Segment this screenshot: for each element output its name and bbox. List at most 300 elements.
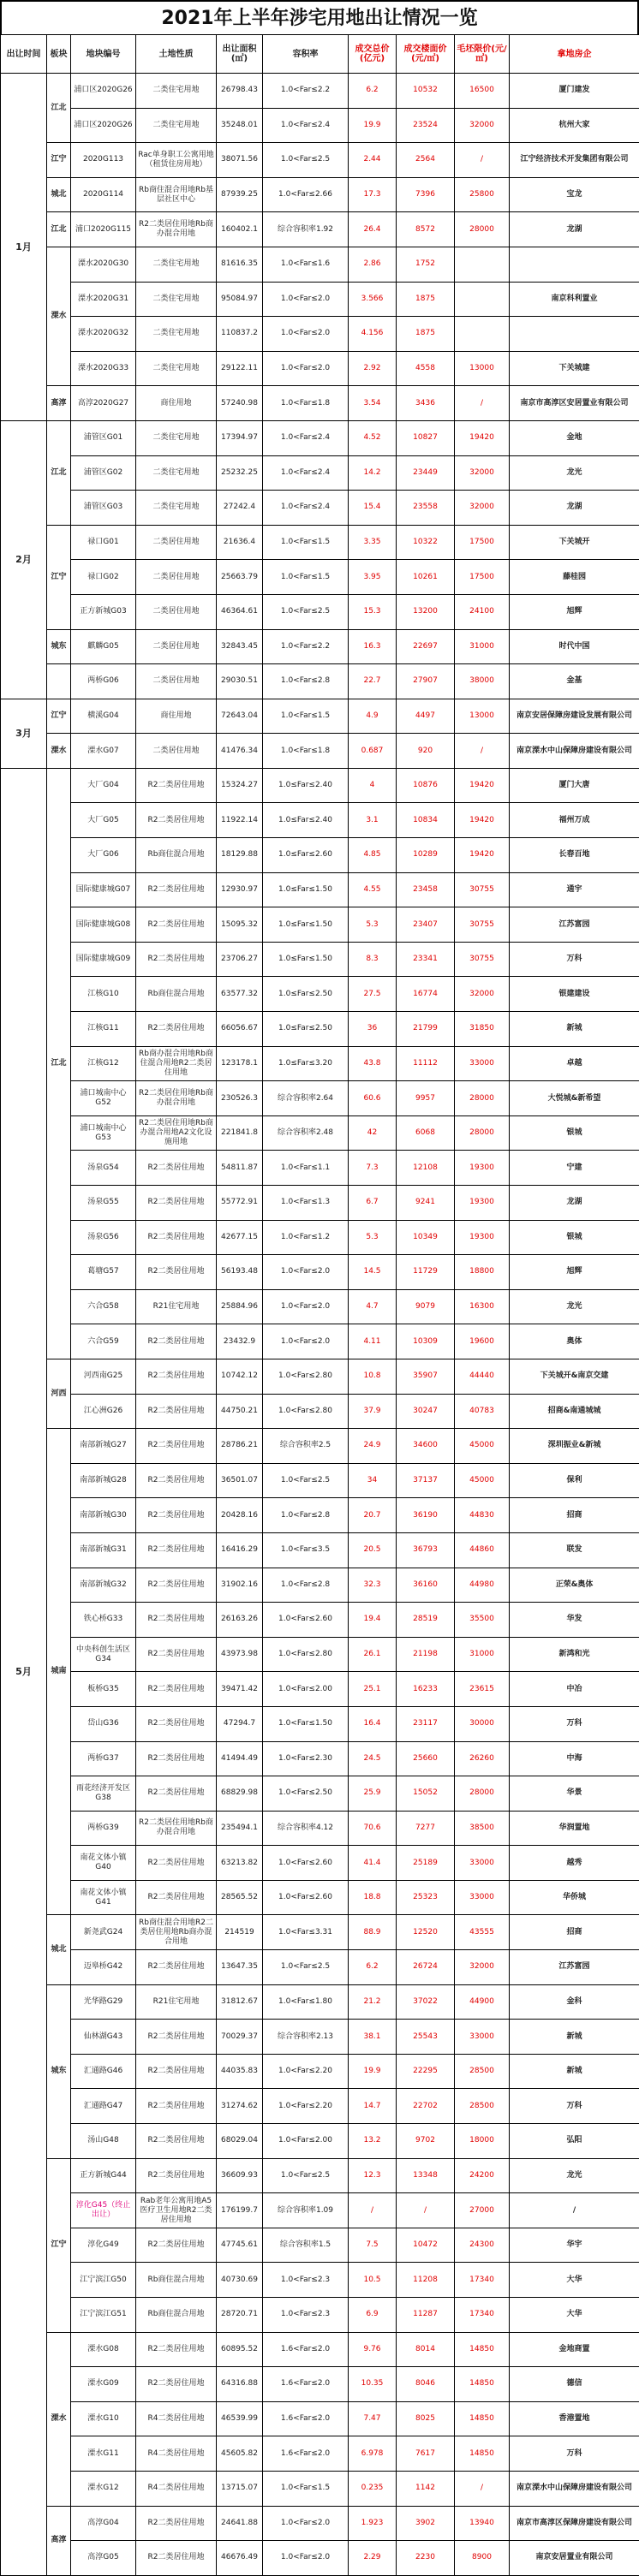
developer-cell: 南京科利置业: [510, 282, 639, 317]
table-row: [1, 2506, 639, 2541]
price-cap-cell: 33000: [455, 1046, 510, 1081]
developer-cell: 银建建设: [510, 977, 639, 1012]
land-code-cell: 溧水2020G32: [71, 317, 136, 352]
land-nature-cell: R2二类居住用地: [136, 1672, 217, 1707]
land-code-cell: 2020G114: [71, 177, 136, 212]
price-cap-cell: 14850: [455, 2401, 510, 2436]
land-nature-cell: R2二类居住用地: [136, 907, 217, 943]
land-nature-cell: R2二类居住用地: [136, 2020, 217, 2055]
price-cap-cell: 32000: [455, 108, 510, 143]
price-cap-cell: 23615: [455, 1672, 510, 1707]
land-code-cell: 南花文体小镇G40: [71, 1846, 136, 1881]
table-row: [1, 1463, 639, 1498]
land-size-cell: 123178.1: [217, 1046, 263, 1081]
developer-cell: 正荣&奥体: [510, 1568, 639, 1603]
header-total: 成交总价(亿元): [349, 35, 397, 74]
land-size-cell: 25884.96: [217, 1289, 263, 1324]
developer-cell: 宝龙: [510, 177, 639, 212]
land-nature-cell: R2二类居住用地: [136, 1498, 217, 1533]
total-price-cell: 0.235: [349, 2471, 397, 2506]
floor-price-cell: 23407: [397, 907, 455, 943]
floor-price-cell: 25323: [397, 1880, 455, 1915]
far-value-cell: 1.0<Far≤3.31: [263, 1915, 349, 1950]
floor-price-cell: 25189: [397, 1846, 455, 1881]
table-row: [1, 1672, 639, 1707]
floor-price-cell: 11287: [397, 2298, 455, 2333]
total-price-cell: 12.3: [349, 2158, 397, 2193]
land-code-cell: 浦管区G03: [71, 491, 136, 526]
land-code-cell: 南花文体小镇G41: [71, 1880, 136, 1915]
table-row: [1, 1012, 639, 1047]
table-row: [1, 768, 639, 803]
floor-price-cell: 36190: [397, 1498, 455, 1533]
far-value-cell: 1.0<Far≤2.3: [263, 2263, 349, 2298]
total-price-cell: 2.86: [349, 247, 397, 282]
table-row: [1, 1568, 639, 1603]
table-row: [1, 143, 639, 178]
land-nature-cell: R2二类居住用地: [136, 1568, 217, 1603]
header-code: 地块编号: [71, 35, 136, 74]
land-nature-cell: R2二类居住用地: [136, 803, 217, 838]
land-nature-cell: R2二类居住用地: [136, 1012, 217, 1047]
table-row: [1, 594, 639, 629]
land-size-cell: 36501.07: [217, 1463, 263, 1498]
far-value-cell: 综合容积率2.13: [263, 2020, 349, 2055]
price-cap-cell: 30755: [455, 907, 510, 943]
floor-price-cell: 10472: [397, 2228, 455, 2263]
land-code-cell: 麒麟G05: [71, 629, 136, 664]
total-price-cell: 7.47: [349, 2401, 397, 2436]
total-price-cell: 19.9: [349, 108, 397, 143]
developer-cell: 大悦城&新希望: [510, 1081, 639, 1116]
far-value-cell: 1.0<Far≤2.4: [263, 420, 349, 455]
far-value-cell: 1.0<Far≤2.3: [263, 2298, 349, 2333]
price-cap-cell: 28000: [455, 1776, 510, 1812]
far-value-cell: 1.0<Far≤2.8: [263, 1498, 349, 1533]
developer-cell: 金地: [510, 420, 639, 455]
total-price-cell: 14.2: [349, 455, 397, 491]
floor-price-cell: 22697: [397, 629, 455, 664]
table-row: [1, 1915, 639, 1950]
price-cap-cell: 24300: [455, 2228, 510, 2263]
price-cap-cell: 14850: [455, 2367, 510, 2402]
total-price-cell: 34: [349, 1463, 397, 1498]
far-value-cell: 1.0<Far≤1.8: [263, 386, 349, 421]
land-nature-cell: R2二类居住用地: [136, 1324, 217, 1359]
table-row: [1, 2298, 639, 2333]
far-value-cell: 综合容积率2.64: [263, 1081, 349, 1116]
land-nature-cell: R2二类居住用地: [136, 1637, 217, 1672]
total-price-cell: 4: [349, 768, 397, 803]
land-size-cell: 46676.49: [217, 2541, 263, 2576]
land-code-cell: 南部新城G27: [71, 1429, 136, 1464]
land-nature-cell: R2二类居住用地Rb商办混合用地: [136, 1081, 217, 1116]
far-value-cell: 1.0<Far≤3.5: [263, 1532, 349, 1568]
far-value-cell: 1.0<Far≤1.5: [263, 560, 349, 595]
land-nature-cell: R2二类居住用地: [136, 1950, 217, 1985]
developer-cell: 龙光: [510, 455, 639, 491]
land-nature-cell: R2二类居住用地Rb商办混合用地A2文化设施用地: [136, 1115, 217, 1151]
area-cell: 城东: [47, 629, 71, 664]
land-size-cell: 12930.97: [217, 872, 263, 907]
table-row: [1, 2089, 639, 2124]
floor-price-cell: 22702: [397, 2089, 455, 2124]
land-size-cell: 110837.2: [217, 317, 263, 352]
land-size-cell: 64316.88: [217, 2367, 263, 2402]
far-value-cell: 1.0<Far≤2.4: [263, 108, 349, 143]
total-price-cell: 0.687: [349, 734, 397, 769]
developer-cell: [510, 247, 639, 282]
total-price-cell: 15.3: [349, 594, 397, 629]
total-price-cell: 20.5: [349, 1532, 397, 1568]
land-code-cell: 江核G11: [71, 1012, 136, 1047]
price-cap-cell: [455, 282, 510, 317]
floor-price-cell: 16774: [397, 977, 455, 1012]
land-nature-cell: 二类住宅用地: [136, 420, 217, 455]
far-value-cell: 1.0<Far≤2.0: [263, 351, 349, 386]
price-cap-cell: 19300: [455, 1220, 510, 1255]
far-value-cell: 1.0<Far≤2.66: [263, 177, 349, 212]
area-cell: 溧水: [47, 734, 71, 769]
area-cell: 城北: [47, 177, 71, 212]
land-size-cell: 31902.16: [217, 1568, 263, 1603]
developer-cell: 金地商置: [510, 2332, 639, 2367]
land-code-cell: 浦口区2020G26: [71, 74, 136, 109]
far-value-cell: 1.0≤Far≤2.60: [263, 838, 349, 873]
land-size-cell: 15095.32: [217, 907, 263, 943]
land-nature-cell: 二类住宅用地: [136, 491, 217, 526]
price-cap-cell: 28500: [455, 2054, 510, 2089]
land-code-cell: 溧水G07: [71, 734, 136, 769]
land-nature-cell: R4二类居住用地: [136, 2471, 217, 2506]
price-cap-cell: 17500: [455, 560, 510, 595]
price-cap-cell: 17500: [455, 525, 510, 560]
developer-cell: 金基: [510, 664, 639, 699]
table-row: [1, 1115, 639, 1151]
price-cap-cell: 33000: [455, 1846, 510, 1881]
table-row: [1, 2263, 639, 2298]
table-row: [1, 1846, 639, 1881]
land-size-cell: 11922.14: [217, 803, 263, 838]
developer-cell: 下关城建: [510, 351, 639, 386]
developer-cell: 江宁经济技术开发集团有限公司: [510, 143, 639, 178]
table-row: [1, 942, 639, 977]
table-row: [1, 2332, 639, 2367]
floor-price-cell: 10289: [397, 838, 455, 873]
floor-price-cell: 11208: [397, 2263, 455, 2298]
header-time: 出让时间: [1, 35, 47, 74]
total-price-cell: 4.7: [349, 1289, 397, 1324]
land-code-cell: 溧水G11: [71, 2436, 136, 2472]
price-cap-cell: [455, 247, 510, 282]
price-cap-cell: 17340: [455, 2263, 510, 2298]
land-size-cell: 63577.32: [217, 977, 263, 1012]
table-row: [1, 1880, 639, 1915]
developer-cell: 招商: [510, 1915, 639, 1950]
developer-cell: 华润置地: [510, 1811, 639, 1846]
developer-cell: 长春百地: [510, 838, 639, 873]
land-size-cell: 36609.93: [217, 2158, 263, 2193]
far-value-cell: 1.0<Far≤2.80: [263, 1394, 349, 1429]
floor-price-cell: 30247: [397, 1394, 455, 1429]
land-size-cell: 42677.15: [217, 1220, 263, 1255]
table-row: [1, 2541, 639, 2576]
land-nature-cell: R2二类居住用地: [136, 2367, 217, 2402]
land-code-cell: 江核G10: [71, 977, 136, 1012]
land-sale-table: [0, 34, 639, 2576]
developer-cell: 华宇: [510, 2228, 639, 2263]
table-row: [1, 2367, 639, 2402]
floor-price-cell: 10532: [397, 74, 455, 109]
price-cap-cell: 24100: [455, 594, 510, 629]
land-nature-cell: R2二类居住用地: [136, 2158, 217, 2193]
floor-price-cell: 12108: [397, 1151, 455, 1186]
land-code-cell: 高淳2020G27: [71, 386, 136, 421]
total-price-cell: 18.8: [349, 1880, 397, 1915]
total-price-cell: 60.6: [349, 1081, 397, 1116]
land-code-cell: 淳化G49: [71, 2228, 136, 2263]
land-nature-cell: 二类住宅用地: [136, 74, 217, 109]
land-nature-cell: 二类住宅用地: [136, 455, 217, 491]
land-size-cell: 56193.48: [217, 1255, 263, 1290]
land-code-cell: 溧水2020G30: [71, 247, 136, 282]
land-size-cell: 43973.98: [217, 1637, 263, 1672]
land-code-cell: 两桥G37: [71, 1741, 136, 1776]
floor-price-cell: 15052: [397, 1776, 455, 1812]
total-price-cell: 24.9: [349, 1429, 397, 1464]
total-price-cell: 24.5: [349, 1741, 397, 1776]
land-size-cell: 13715.07: [217, 2471, 263, 2506]
total-price-cell: 5.3: [349, 907, 397, 943]
land-nature-cell: R2二类居住用地: [136, 1463, 217, 1498]
far-value-cell: 1.6<Far≤2.0: [263, 2367, 349, 2402]
far-value-cell: 1.6<Far≤2.0: [263, 2436, 349, 2472]
land-code-cell: 浦管区G01: [71, 420, 136, 455]
floor-price-cell: 7277: [397, 1811, 455, 1846]
total-price-cell: 22.7: [349, 664, 397, 699]
land-nature-cell: R2二类居住用地: [136, 1394, 217, 1429]
total-price-cell: 15.4: [349, 491, 397, 526]
total-price-cell: 10.5: [349, 2263, 397, 2298]
land-code-cell: 溧水G10: [71, 2401, 136, 2436]
land-size-cell: 29122.11: [217, 351, 263, 386]
far-value-cell: 1.0<Far≤2.8: [263, 1568, 349, 1603]
developer-cell: 华景: [510, 1776, 639, 1812]
land-nature-cell: 二类居住用地: [136, 560, 217, 595]
total-price-cell: 10.35: [349, 2367, 397, 2402]
floor-price-cell: 23558: [397, 491, 455, 526]
table-row: [1, 386, 639, 421]
area-cell: 河西: [47, 1359, 71, 1428]
developer-cell: 保利: [510, 1463, 639, 1498]
land-nature-cell: R2二类居住用地Rb商办混合用地: [136, 212, 217, 247]
land-size-cell: 81616.35: [217, 247, 263, 282]
land-nature-cell: 二类居住用地: [136, 734, 217, 769]
developer-cell: 万科: [510, 1706, 639, 1741]
developer-cell: 万科: [510, 2436, 639, 2472]
floor-price-cell: 8572: [397, 212, 455, 247]
land-nature-cell: Rb商住混合用地: [136, 2298, 217, 2333]
far-value-cell: 1.0<Far≤1.80: [263, 1984, 349, 2020]
land-code-cell: 光华路G29: [71, 1984, 136, 2020]
land-code-cell: 溧水G12: [71, 2471, 136, 2506]
floor-price-cell: 8014: [397, 2332, 455, 2367]
area-cell: 江宁: [47, 525, 71, 629]
table-row: [1, 1637, 639, 1672]
table-row: [1, 1324, 639, 1359]
table-row: [1, 907, 639, 943]
land-code-cell: 溧水G09: [71, 2367, 136, 2402]
price-cap-cell: 45000: [455, 1429, 510, 1464]
price-cap-cell: 43555: [455, 1915, 510, 1950]
area-cell: 城东: [47, 1984, 71, 2158]
total-price-cell: 4.85: [349, 838, 397, 873]
total-price-cell: 4.9: [349, 699, 397, 734]
land-size-cell: 57240.98: [217, 386, 263, 421]
land-size-cell: 230526.3: [217, 1081, 263, 1116]
total-price-cell: 2.44: [349, 143, 397, 178]
price-cap-cell: 30755: [455, 872, 510, 907]
land-nature-cell: Rac单身职工公寓用地（租赁住房用地）: [136, 143, 217, 178]
far-value-cell: 1.0≤Far≤2.50: [263, 977, 349, 1012]
floor-price-cell: 3902: [397, 2506, 455, 2541]
floor-price-cell: 10827: [397, 420, 455, 455]
developer-cell: 新城: [510, 2020, 639, 2055]
developer-cell: 大华: [510, 2298, 639, 2333]
developer-cell: /: [510, 2193, 639, 2228]
land-nature-cell: 商住用地: [136, 699, 217, 734]
land-code-cell: 汤山G48: [71, 2124, 136, 2159]
table-row: [1, 699, 639, 734]
land-size-cell: 28786.21: [217, 1429, 263, 1464]
floor-price-cell: 2230: [397, 2541, 455, 2576]
total-price-cell: 17.3: [349, 177, 397, 212]
far-value-cell: 综合容积率1.92: [263, 212, 349, 247]
developer-cell: 时代中国: [510, 629, 639, 664]
land-code-cell: 禄口G01: [71, 525, 136, 560]
land-code-cell: 岱山G36: [71, 1706, 136, 1741]
developer-cell: 南京市高淳区保障房建设有限公司: [510, 2506, 639, 2541]
table-row: [1, 2193, 639, 2228]
land-code-cell: 两桥G06: [71, 664, 136, 699]
month-cell: 1月: [1, 74, 47, 421]
table-row: [1, 2228, 639, 2263]
land-code-cell: 高淳G04: [71, 2506, 136, 2541]
land-nature-cell: R2二类居住用地: [136, 1880, 217, 1915]
price-cap-cell: 44980: [455, 1568, 510, 1603]
far-value-cell: 1.0<Far≤2.60: [263, 1880, 349, 1915]
land-nature-cell: Rb商住混合用地R2二类居住用地Rb商办混合用地: [136, 1915, 217, 1950]
price-cap-cell: /: [455, 143, 510, 178]
total-price-cell: 3.35: [349, 525, 397, 560]
land-code-cell: 南部新城G30: [71, 1498, 136, 1533]
developer-cell: 龙湖: [510, 212, 639, 247]
far-value-cell: 1.0<Far≤2.8: [263, 664, 349, 699]
land-code-cell: 汇通路G47: [71, 2089, 136, 2124]
far-value-cell: 1.0<Far≤2.5: [263, 2158, 349, 2193]
table-row: [1, 2471, 639, 2506]
table-row: [1, 872, 639, 907]
total-price-cell: 3.1: [349, 803, 397, 838]
developer-cell: 金科: [510, 1984, 639, 2020]
price-cap-cell: 18800: [455, 1255, 510, 1290]
land-size-cell: 17394.97: [217, 420, 263, 455]
floor-price-cell: 21799: [397, 1012, 455, 1047]
table-row: [1, 1081, 639, 1116]
far-value-cell: 1.0<Far≤2.80: [263, 1637, 349, 1672]
total-price-cell: 41.4: [349, 1846, 397, 1881]
price-cap-cell: 31000: [455, 629, 510, 664]
land-code-cell: 葛塘G57: [71, 1255, 136, 1290]
far-value-cell: 1.0<Far≤1.2: [263, 1220, 349, 1255]
land-nature-cell: 二类居住用地: [136, 525, 217, 560]
land-nature-cell: R2二类居住用地: [136, 2054, 217, 2089]
price-cap-cell: /: [455, 386, 510, 421]
price-cap-cell: 13000: [455, 699, 510, 734]
price-cap-cell: 19420: [455, 838, 510, 873]
total-price-cell: 37.9: [349, 1394, 397, 1429]
floor-price-cell: 9957: [397, 1081, 455, 1116]
developer-cell: 招商: [510, 1498, 639, 1533]
floor-price-cell: 1142: [397, 2471, 455, 2506]
land-nature-cell: R2二类居住用地: [136, 2506, 217, 2541]
developer-cell: 通宇: [510, 872, 639, 907]
land-nature-cell: R2二类居住用地: [136, 768, 217, 803]
floor-price-cell: 23458: [397, 872, 455, 907]
price-cap-cell: 17340: [455, 2298, 510, 2333]
table-row: [1, 455, 639, 491]
land-code-cell: 江宁滨江G51: [71, 2298, 136, 2333]
land-nature-cell: R2二类居住用地: [136, 1741, 217, 1776]
far-value-cell: 1.0<Far≤2.0: [263, 317, 349, 352]
table-row: [1, 2158, 639, 2193]
land-nature-cell: R2二类居住用地Rb商办混合用地: [136, 1811, 217, 1846]
land-size-cell: 25232.25: [217, 455, 263, 491]
land-size-cell: 70029.37: [217, 2020, 263, 2055]
land-nature-cell: R21住宅用地: [136, 1289, 217, 1324]
land-code-cell: 两桥G39: [71, 1811, 136, 1846]
table-row: [1, 1811, 639, 1846]
floor-price-cell: 9241: [397, 1186, 455, 1221]
land-size-cell: 28565.52: [217, 1880, 263, 1915]
price-cap-cell: 32000: [455, 977, 510, 1012]
price-cap-cell: 44860: [455, 1532, 510, 1568]
area-cell: 高淳: [47, 386, 71, 421]
total-price-cell: 6.9: [349, 2298, 397, 2333]
land-code-cell: 江宁滨江G50: [71, 2263, 136, 2298]
land-nature-cell: R2二类居住用地: [136, 1846, 217, 1881]
total-price-cell: 10.8: [349, 1359, 397, 1394]
far-value-cell: 1.0<Far≤2.60: [263, 1603, 349, 1638]
far-value-cell: 1.0<Far≤2.0: [263, 2541, 349, 2576]
table-row: [1, 351, 639, 386]
land-size-cell: 46539.99: [217, 2401, 263, 2436]
price-cap-cell: [455, 317, 510, 352]
total-price-cell: 26.4: [349, 212, 397, 247]
total-price-cell: 27.5: [349, 977, 397, 1012]
table-row: [1, 1186, 639, 1221]
area-cell: 城北: [47, 1915, 71, 1984]
land-nature-cell: R2二类居住用地: [136, 942, 217, 977]
land-nature-cell: R2二类居住用地: [136, 1532, 217, 1568]
land-size-cell: 66056.67: [217, 1012, 263, 1047]
far-value-cell: 1.0≤Far≤1.50: [263, 942, 349, 977]
total-price-cell: 88.9: [349, 1915, 397, 1950]
price-cap-cell: 26260: [455, 1741, 510, 1776]
floor-price-cell: 23449: [397, 455, 455, 491]
far-value-cell: 1.0≤Far≤1.50: [263, 872, 349, 907]
total-price-cell: 2.29: [349, 2541, 397, 2576]
